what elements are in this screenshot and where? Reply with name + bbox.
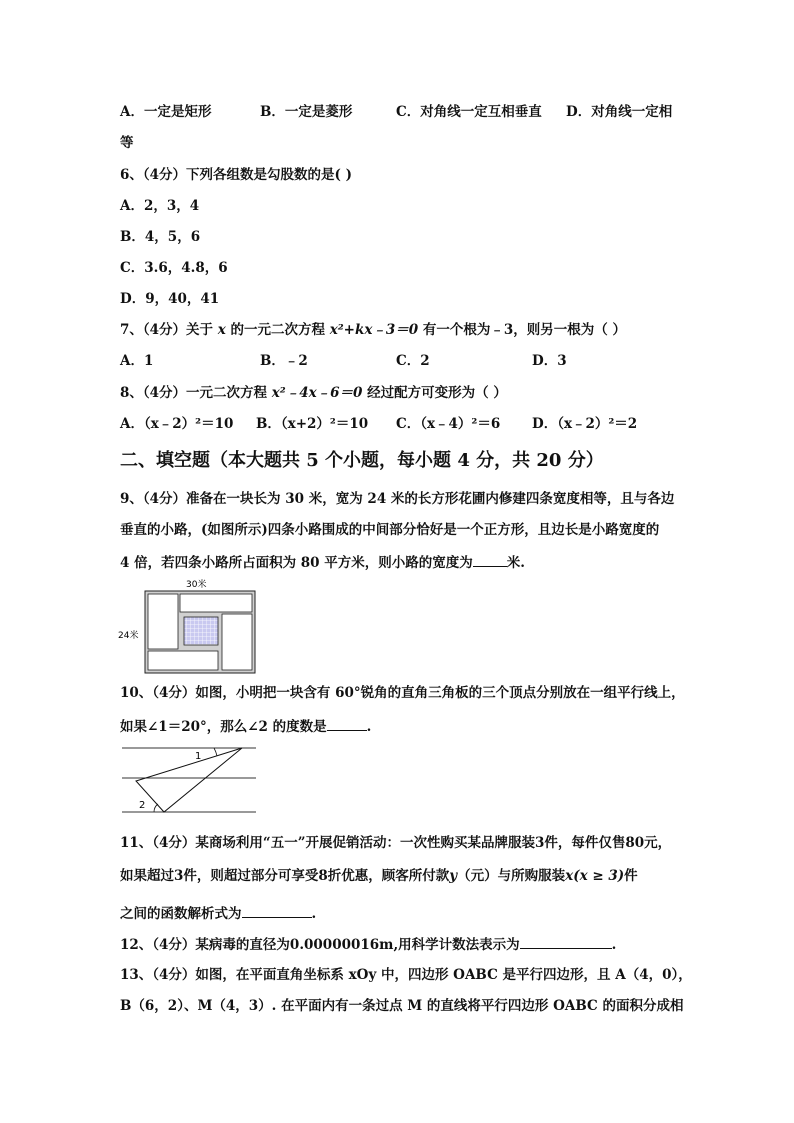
q6-stem: 6、（4分）下列各组数是勾股数的是( ) bbox=[120, 167, 353, 183]
q5-option-d: D．对角线一定相 bbox=[566, 104, 673, 120]
triangle-ruler bbox=[136, 748, 242, 812]
q6-option-c: C．3.6，4.8，6 bbox=[120, 260, 228, 276]
q13-line-1: 13、（4分）如图，在平面直角坐标系 xOy 中，四边形 OABC 是平行四边形，且 A（4，0）， bbox=[120, 967, 692, 983]
q11-line-2: 如果超过3件，则超过部分可享受8折优惠，顾客所付款y（元）与所购服装x(x ≥ 3)件 bbox=[120, 868, 638, 884]
q7-option-d: D．3 bbox=[532, 353, 567, 369]
garden-center-square bbox=[184, 617, 218, 645]
angle-2-label: 2 bbox=[139, 800, 146, 811]
q10-parallel-lines-figure bbox=[118, 740, 260, 816]
q13-line-2: B（6，2）、M（4，3）. 在平面内有一条过点 M 的直线将平行四边形 OABC 的面积分成相 bbox=[120, 998, 684, 1014]
q8-option-d: D．（x﹣2）²＝2 bbox=[532, 416, 638, 432]
garden-plot-bottom-right bbox=[222, 614, 252, 670]
q11-line-3: 之间的函数解析式为 . bbox=[120, 903, 680, 923]
q8-option-a: A．（x﹣2）²＝10 bbox=[120, 416, 234, 432]
q6-option-b: B．4，5，6 bbox=[120, 229, 201, 245]
q11-line-1: 11、（4分）某商场利用“五一”开展促销活动：一次性购买某品牌服装3件，每件仅售80元， bbox=[120, 835, 672, 851]
q5-options bbox=[120, 103, 680, 121]
section-2-title: 二、填空题（本大题共 5 个小题，每小题 4 分，共 20 分） bbox=[120, 450, 604, 471]
q6-option-d: D．9，40，41 bbox=[120, 291, 220, 307]
q11-answer-blank bbox=[242, 903, 312, 918]
garden-plot-top-left bbox=[148, 594, 178, 649]
q10-answer-blank bbox=[327, 716, 367, 731]
q5-option-b: B．一定是菱形 bbox=[260, 104, 353, 120]
q5-option-d-wrap: 等 bbox=[120, 135, 134, 151]
angle-1-label: 1 bbox=[195, 751, 202, 762]
q7-options bbox=[120, 352, 680, 370]
q7-option-b: B．﹣2 bbox=[260, 353, 308, 369]
q9-line-1: 9、（4分）准备在一块长为 30 米，宽为 24 米的长方形花圃内修建四条宽度相等，且与各边 bbox=[120, 491, 675, 507]
q5-option-c: C．对角线一定互相垂直 bbox=[396, 104, 542, 120]
q9-garden-figure bbox=[118, 576, 268, 678]
angle-1-arc bbox=[214, 748, 217, 756]
q9-line-2: 垂直的小路，(如图所示)四条小路围成的中间部分恰好是一个正方形，且边长是小路宽度的 bbox=[120, 522, 660, 538]
q7-option-c: C．2 bbox=[396, 353, 430, 369]
q9-line-3: 4 倍，若四条小路所占面积为 80 平方米，则小路的宽度为 米. bbox=[120, 552, 680, 572]
q10-line-1: 10、（4分）如图，小明把一块含有 60°锐角的直角三角板的三个顶点分别放在一组平行线上， bbox=[120, 685, 685, 701]
q6-option-a: A．2，3，4 bbox=[120, 198, 200, 214]
q12-line: 12、（4分）某病毒的直径为0.00000016m,用科学计数法表示为 . bbox=[120, 934, 680, 954]
q8-option-c: C．（x﹣4）²＝6 bbox=[396, 416, 501, 432]
q7-stem: 7、（4分）关于 x 的一元二次方程 x²+kx﹣3＝0 有一个根为﹣3，则另一根为（ ） bbox=[120, 322, 626, 338]
q8-options bbox=[120, 415, 680, 433]
q8-option-b: B．（x+2）²＝10 bbox=[256, 416, 369, 432]
q9-label-top: 30米 bbox=[186, 580, 207, 590]
q5-option-a: A．一定是矩形 bbox=[120, 104, 212, 120]
garden-plot-top-right bbox=[180, 594, 252, 612]
q12-answer-blank bbox=[520, 934, 612, 949]
q9-label-side: 24米 bbox=[118, 631, 139, 641]
q9-answer-blank bbox=[473, 552, 507, 567]
q7-option-a: A．1 bbox=[120, 353, 154, 369]
q10-line-2: 如果∠1＝20°，那么∠2 的度数是 . bbox=[120, 716, 680, 736]
garden-plot-bottom-left bbox=[148, 651, 218, 670]
q8-stem: 8、（4分）一元二次方程 x²﹣4x﹣6＝0 经过配方可变形为（ ） bbox=[120, 385, 507, 401]
